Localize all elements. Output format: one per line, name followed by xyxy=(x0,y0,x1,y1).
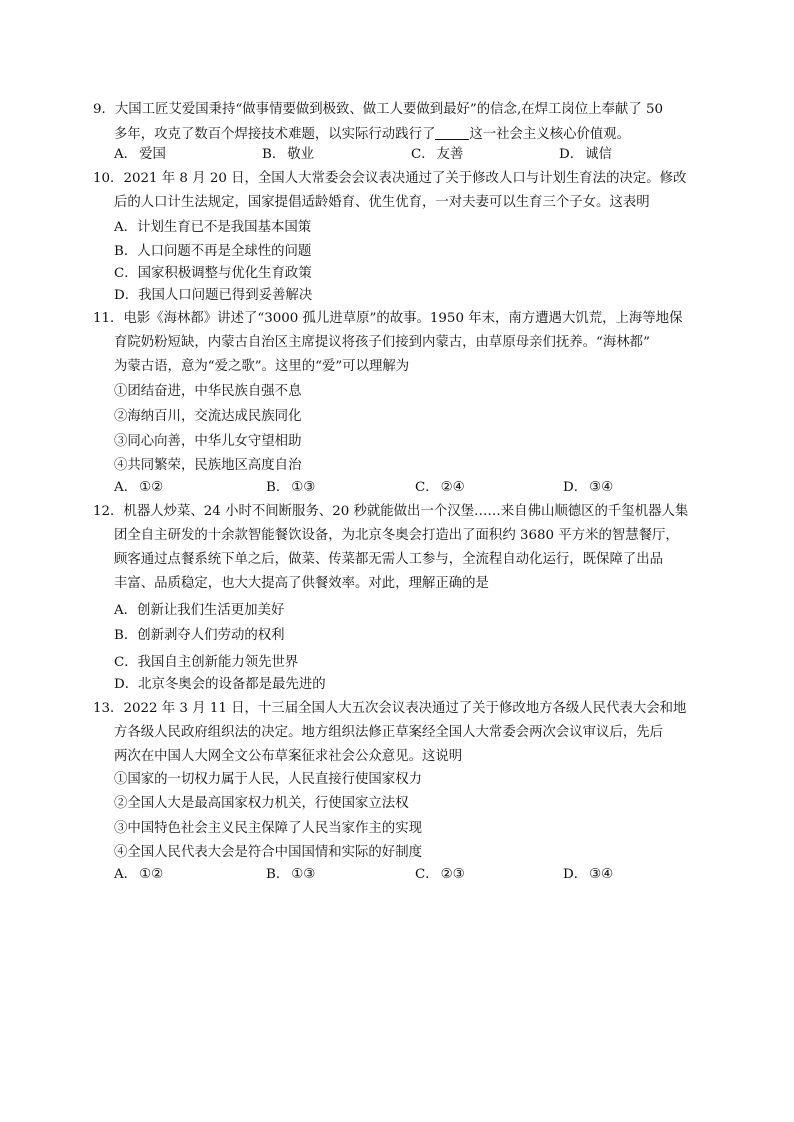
statement-1: ①团结奋进，中华民族自强不息 xyxy=(114,384,302,399)
option-b[interactable]: B．创新剥夺人们劳动的权利 xyxy=(114,628,285,643)
question-12-line-1: 12．机器人炒菜、24 小时不间断服务、20 秒就能做出一个汉堡……来自佛山顺德区的千玺机器人集 xyxy=(93,504,689,519)
statement-4: ④共同繁荣，民族地区高度自治 xyxy=(114,458,302,473)
option-b[interactable]: B．人口问题不再是全球性的问题 xyxy=(114,244,312,259)
answer-blank[interactable] xyxy=(435,125,469,140)
question-9-line-2: 多年，攻克了数百个焊接技术难题，以实际行动践行了 这一社会主义核心价值观。 xyxy=(114,127,631,142)
statement-3: ③同心向善，中华儿女守望相助 xyxy=(114,434,302,449)
question-10-line-2: 后的人口计生法规定，国家提倡适龄婚育、优生优育，一对夫妻可以生育三个子女。这表明 xyxy=(114,195,650,210)
question-13-line-1: 13．2022 年 3 月 11 日，十三届全国人大五次会议表决通过了关于修改地方各级人民代表大会和地 xyxy=(93,701,687,716)
choice-d[interactable]: D． ③④ xyxy=(563,480,614,495)
option-c[interactable]: C．我国自主创新能力领先世界 xyxy=(114,655,299,670)
question-11-line-2: 育院奶粉短缺，内蒙古自治区主席提议将孩子们接到内蒙古，由草原母亲们抚养。“海林都” xyxy=(114,335,650,350)
question-13-line-2: 方各级人民政府组织法的决定。地方组织法修正草案经全国人大常委会两次会议审议后，先后 xyxy=(114,725,664,740)
question-12-line-2: 团全自主研发的十余款智能餐饮设备，为北京冬奥会打造出了面积约 3680 平方米的智慧餐厅， xyxy=(114,528,679,543)
choice-b[interactable]: B． 敬业 xyxy=(262,147,315,162)
statement-3: ③中国特色社会主义民主保障了人民当家作主的实现 xyxy=(114,821,422,836)
choice-c[interactable]: C． ②③ xyxy=(415,867,465,882)
choice-b[interactable]: B． ①③ xyxy=(266,867,316,882)
question-12-line-3: 顾客通过点餐系统下单之后，做菜、传菜都无需人工参与，全流程自动化运行，既保障了出品 xyxy=(114,552,664,567)
option-a[interactable]: A．创新让我们生活更加美好 xyxy=(114,603,285,618)
statement-1: ①国家的一切权力属于人民，人民直接行使国家权力 xyxy=(114,772,422,787)
choice-a[interactable]: A． ①② xyxy=(114,867,164,882)
choice-a[interactable]: A． 爱国 xyxy=(114,147,166,162)
statement-2: ②全国人大是最高国家权力机关，行使国家立法权 xyxy=(114,796,409,811)
choice-d[interactable]: D． 诚信 xyxy=(559,147,612,162)
question-11-line-1: 11．电影《海林都》讲述了“3000 孤儿进草原”的故事。1950 年末，南方遭遇大饥荒，上海等地保 xyxy=(93,311,683,326)
statement-2: ②海纳百川，交流达成民族同化 xyxy=(114,409,302,424)
option-d[interactable]: D．北京冬奥会的设备都是最先进的 xyxy=(114,677,326,692)
option-d[interactable]: D．我国人口问题已得到妥善解决 xyxy=(114,288,313,303)
choice-b[interactable]: B． ①③ xyxy=(266,480,316,495)
question-12-line-4: 丰富、品质稳定，也大大提高了供餐效率。对此，理解正确的是 xyxy=(114,576,489,591)
choice-c[interactable]: C． 友善 xyxy=(411,147,464,162)
question-11-line-3: 为蒙古语，意为“爱之歌”。这里的“爱”可以理解为 xyxy=(114,359,410,374)
choice-a[interactable]: A． ①② xyxy=(114,480,164,495)
choice-d[interactable]: D． ③④ xyxy=(563,867,614,882)
statement-4: ④全国人民代表大会是符合中国国情和实际的好制度 xyxy=(114,845,422,860)
option-c[interactable]: C．国家积极调整与优化生育政策 xyxy=(114,266,312,281)
question-13-line-3: 两次在中国人大网全文公布草案征求社会公众意见。这说明 xyxy=(114,749,463,764)
question-9-line-1: 9．大国工匠艾爱国秉持“做事情要做到极致、做工人要做到最好”的信念,在焊工岗位上奉献了 50 xyxy=(93,102,664,117)
option-a[interactable]: A．计划生育已不是我国基本国策 xyxy=(114,220,312,235)
question-10-line-1: 10．2021 年 8 月 20 日，全国人大常委会会议表决通过了关于修改人口与计划生育法的决定。修改 xyxy=(93,171,687,186)
choice-c[interactable]: C． ②④ xyxy=(415,480,465,495)
